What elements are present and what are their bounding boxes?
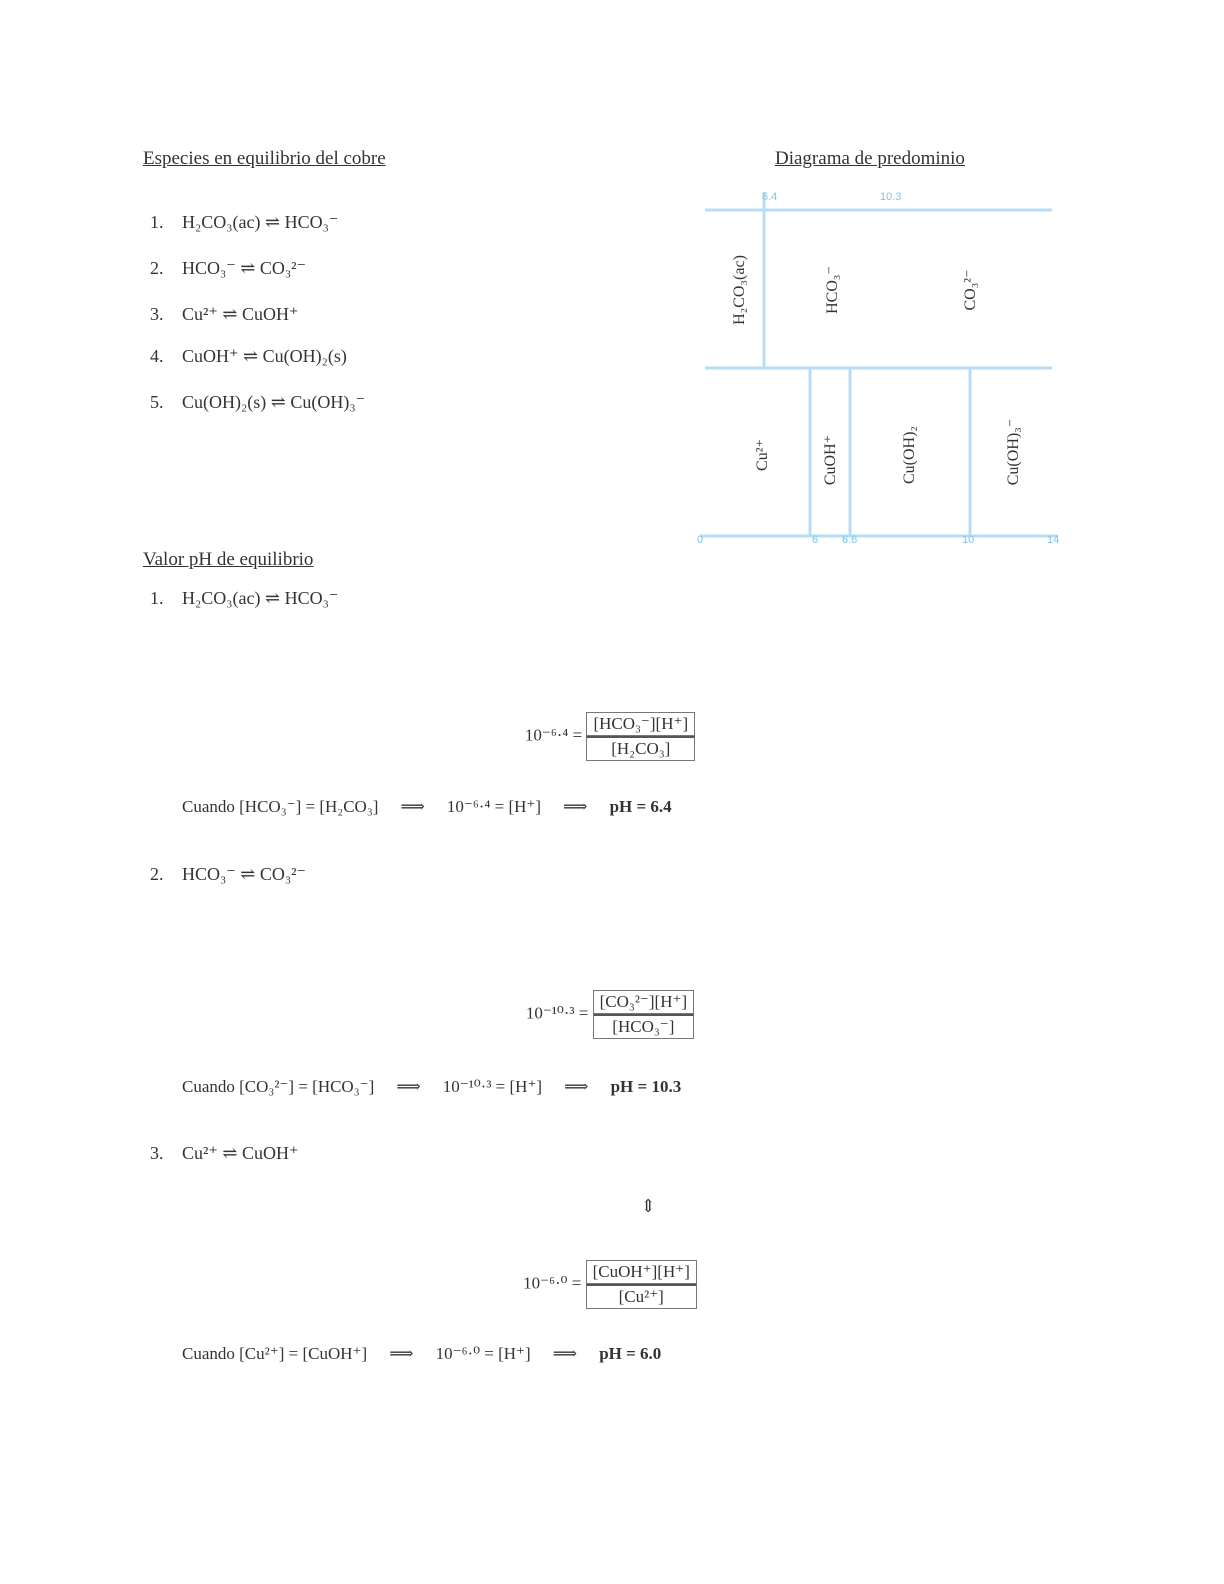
region-label: CO₃²⁻ — [962, 269, 979, 311]
equilibrium-1-heading: 1. H₂CO₃(ac) ⇌ HCO₃⁻ — [150, 588, 339, 608]
tick-label: 6 — [812, 534, 819, 546]
equilibrium-1-formula: 10⁻⁶·⁴ = $\frac{\text{[HCO₃⁻][H⁺]}}{\text{[H₂CO₃]}}$ — [420, 712, 800, 761]
tick-label: 10.3 — [880, 191, 902, 203]
region-label: H₂CO₃(ac) — [731, 255, 748, 325]
region-label: CuOH⁺ — [822, 434, 839, 486]
section-title-species: Especies en equilibrio del cobre — [143, 148, 386, 169]
section-title-ph: Valor pH de equilibrio — [143, 549, 314, 570]
tick-label: 14 — [1047, 534, 1060, 546]
tick-label: 6.4 — [762, 191, 778, 203]
tick-label: 0 — [697, 534, 704, 546]
equilibrium-3-heading: 3. Cu²⁺ ⇌ CuOH⁺ — [150, 1143, 299, 1163]
equilibrium-1-solution: Cuando [HCO₃⁻] = [H₂CO₃] ⟹ 10⁻⁶·⁴ = [H⁺] ⟹ pH = 6.4 — [182, 797, 672, 816]
equilibrium-3-arrow: ⇕ — [640, 1196, 656, 1216]
equilibrium-2-heading: 2. HCO₃⁻ ⇌ CO₃²⁻ — [150, 864, 307, 884]
equilibrium-2-formula: 10⁻¹⁰·³ = $\frac{\text{[CO₃²⁻][H⁺]}}{\text{[HCO₃⁻]}}$ — [420, 990, 800, 1039]
region-label: Cu(OH)₃⁻ — [1005, 418, 1022, 486]
diagram-lines — [0, 0, 1224, 600]
tick-label: 6.6 — [842, 534, 858, 546]
region-label: HCO₃⁻ — [824, 266, 841, 314]
equilibrium-3-formula: 10⁻⁶·⁰ = $\frac{\text{[CuOH⁺][H⁺]}}{\text{[Cu²⁺]}}$ — [420, 1260, 800, 1309]
list-item: 1. H₂CO₃(ac) ⇌ HCO₃⁻ — [150, 212, 339, 232]
predominance-diagram — [0, 0, 1224, 600]
list-item: 5. Cu(OH)₂(s) ⇌ Cu(OH)₃⁻ — [150, 392, 366, 412]
list-item: 4. CuOH⁺ ⇌ Cu(OH)₂(s) — [150, 346, 347, 366]
list-item: 3. Cu²⁺ ⇌ CuOH⁺ — [150, 304, 299, 324]
tick-label: 10 — [962, 534, 975, 546]
diagram-title: Diagrama de predominio — [775, 148, 965, 169]
equilibrium-3-solution: Cuando [Cu²⁺] = [CuOH⁺] ⟹ 10⁻⁶·⁰ = [H⁺] ⟹ pH = 6.0 — [182, 1344, 662, 1363]
region-label: Cu(OH)₂ — [901, 425, 918, 485]
equilibrium-2-solution: Cuando [CO₃²⁻] = [HCO₃⁻] ⟹ 10⁻¹⁰·³ = [H⁺] ⟹ pH = 10.3 — [182, 1077, 682, 1096]
list-item: 2. HCO₃⁻ ⇌ CO₃²⁻ — [150, 258, 307, 278]
region-label: Cu²⁺ — [754, 439, 771, 471]
